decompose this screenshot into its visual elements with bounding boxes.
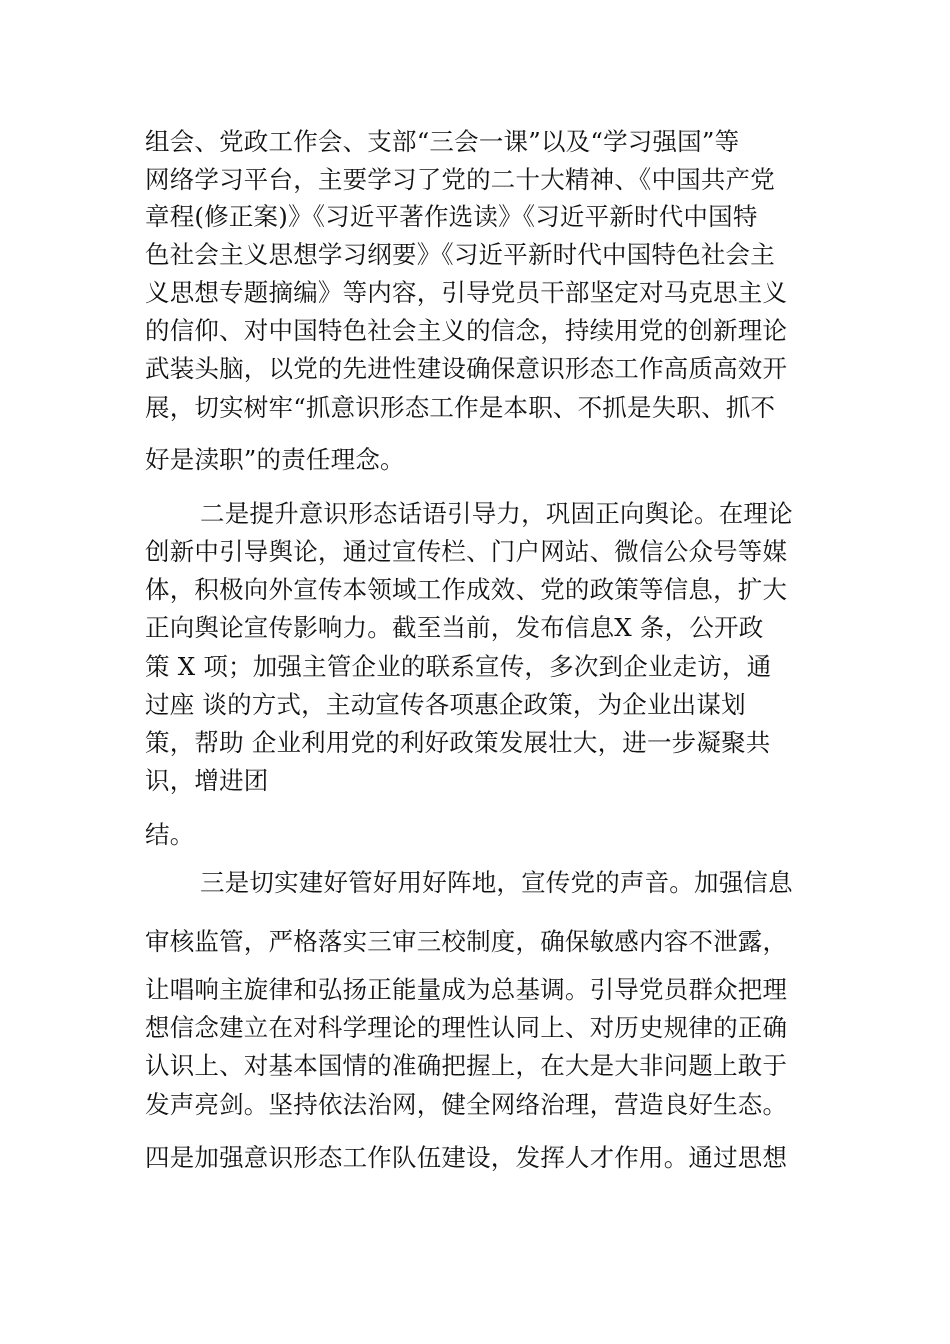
text-line: 发声亮剑。坚持依法治网，健全网络治理，营造良好生态。 xyxy=(145,1090,788,1119)
text-line: 网络学习平台，主要学习了党的二十大精神、《中国共产党 xyxy=(145,165,775,194)
text-line: 想信念建立在对科学理论的理性认同上、对历史规律的正确 xyxy=(145,1013,788,1042)
text-line: 体，积极向外宣传本领域工作成效、党的政策等信息，扩大 xyxy=(145,575,788,604)
text-line: 识，增进团 xyxy=(145,766,269,795)
text-line: 过座 谈的方式，主动宣传各项惠企政策，为企业出谋划 xyxy=(145,690,746,719)
text-line: 认识上、对基本国情的准确把握上，在大是大非问题上敢于 xyxy=(145,1051,788,1080)
text-line: 结。 xyxy=(145,820,195,849)
text-line: 让唱响主旋律和弘扬正能量成为总基调。引导党员群众把理 xyxy=(145,975,788,1004)
text-line: 章程(修正案)》《习近平著作选读》《习近平新时代中国特 xyxy=(145,202,758,231)
text-line: 策 X 项；加强主管企业的联系宣传，多次到企业走访，通 xyxy=(145,652,772,681)
text-line: 武装头脑，以党的先进性建设确保意识形态工作高质高效开 xyxy=(145,354,788,383)
text-line: 创新中引导舆论，通过宣传栏、门户网站、微信公众号等媒 xyxy=(145,537,788,566)
text-line: 好是渎职”的责任理念。 xyxy=(145,445,405,474)
text-line: 的信仰、对中国特色社会主义的信念，持续用党的创新理论 xyxy=(145,316,788,345)
paragraph-heading: 三是切实建好管好用好阵地，宣传党的声音。加强信息 xyxy=(200,868,793,897)
text-line: 组会、党政工作会、支部“三会一课”以及“学习强国”等 xyxy=(145,127,740,156)
text-line: 策，帮助 企业利用党的利好政策发展壮大，进一步凝聚共 xyxy=(145,728,771,757)
paragraph-heading: 四是加强意识形态工作队伍建设，发挥人才作用。通过思想 xyxy=(145,1143,788,1172)
text-line: 正向舆论宣传影响力。截至当前，发布信息X 条，公开政 xyxy=(145,613,764,642)
text-line: 审核监管，严格落实三审三校制度，确保敏感内容不泄露， xyxy=(145,927,788,956)
text-line: 色社会主义思想学习纲要》《习近平新时代中国特色社会主 xyxy=(145,240,775,269)
text-line: 展，切实树牢“抓意识形态工作是本职、不抓是失职、抓不 xyxy=(145,393,776,422)
text-line: 义思想专题摘编》等内容，引导党员干部坚定对马克思主义 xyxy=(145,278,788,307)
paragraph-heading: 二是提升意识形态话语引导力，巩固正向舆论。在理论 xyxy=(200,499,793,528)
